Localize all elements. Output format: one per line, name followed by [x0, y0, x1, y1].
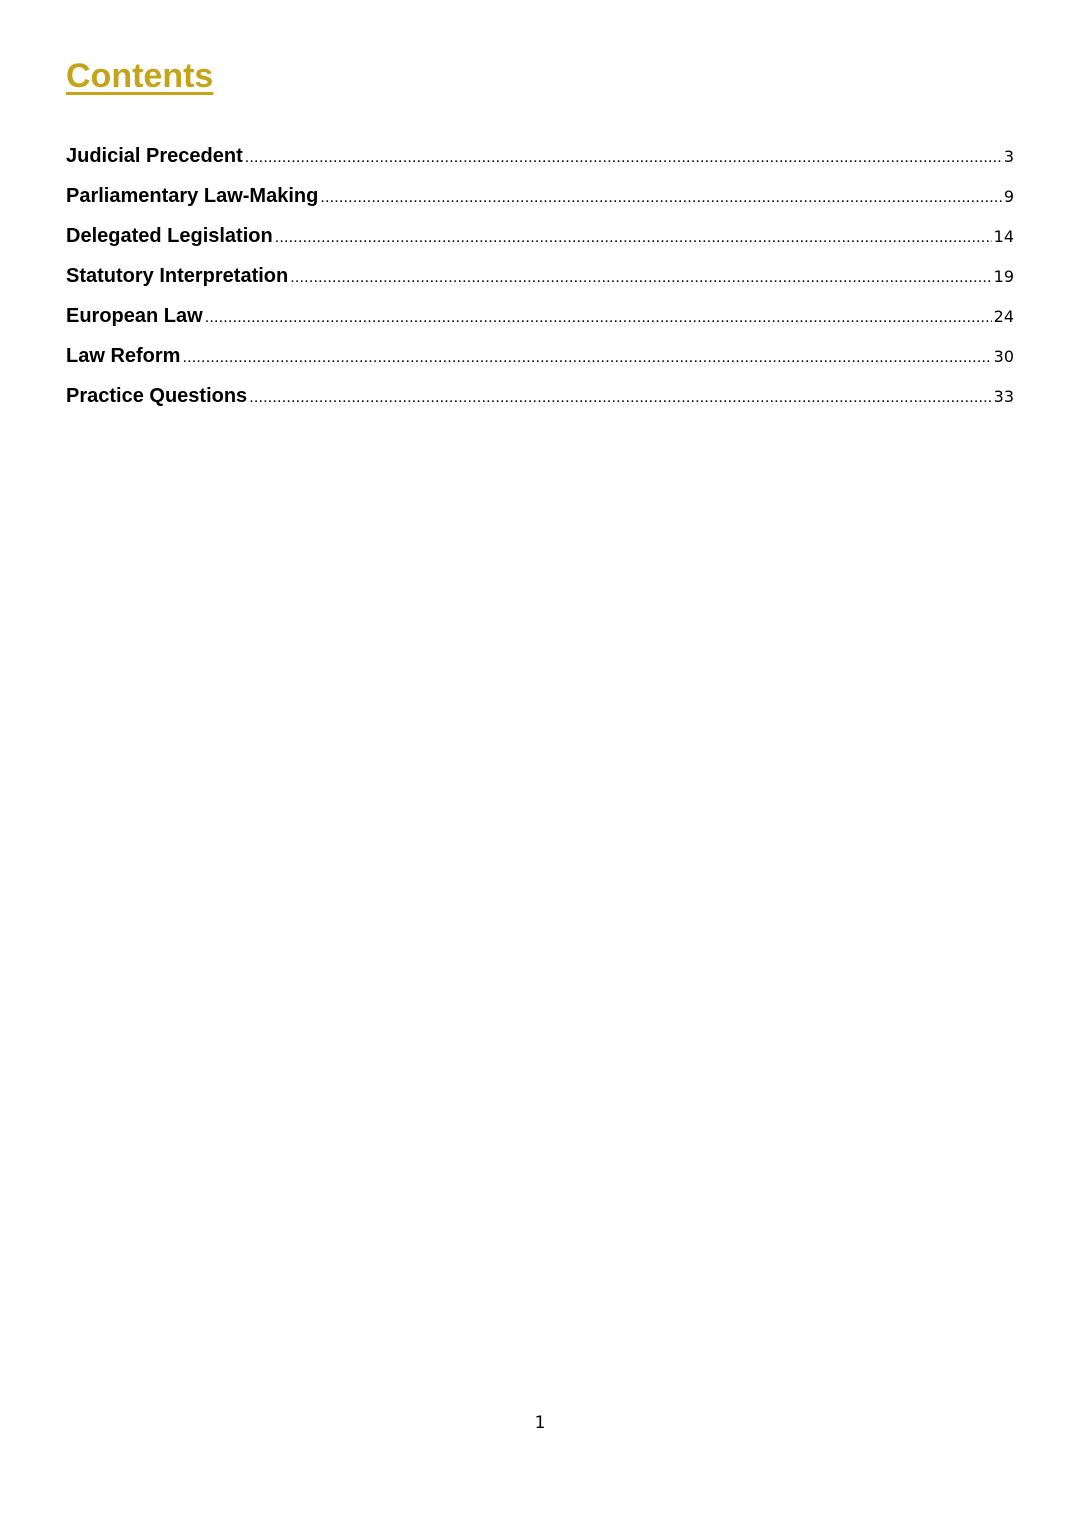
toc-entry-title[interactable]: Law Reform [66, 345, 181, 367]
dot-leader [275, 224, 992, 252]
dot-leader [205, 304, 992, 332]
toc-entry-law-reform[interactable] [66, 342, 1014, 382]
dot-leader [320, 184, 1002, 212]
toc-entry-delegated-legislation[interactable] [66, 222, 1014, 262]
toc-entry-practice-questions[interactable] [66, 382, 1014, 422]
table-of-contents [66, 142, 1014, 422]
toc-entry-page[interactable]: 19 [993, 267, 1014, 286]
dot-leader [245, 144, 1002, 172]
toc-entry-parliamentary-law-making[interactable] [66, 182, 1014, 222]
dot-leader [290, 264, 991, 292]
toc-entry-title[interactable]: Practice Questions [66, 385, 248, 407]
dot-leader [249, 384, 991, 412]
toc-entry-european-law[interactable] [66, 302, 1014, 342]
toc-entry-judicial-precedent[interactable] [66, 142, 1014, 182]
toc-entry-title[interactable]: Judicial Precedent [66, 145, 243, 167]
toc-entry-statutory-interpretation[interactable] [66, 262, 1014, 302]
toc-entry-title[interactable]: Parliamentary Law-Making [66, 185, 319, 207]
toc-entry-page[interactable]: 30 [993, 347, 1014, 366]
toc-entry-page[interactable]: 14 [993, 227, 1014, 246]
page-number: 1 [534, 1413, 546, 1433]
toc-entry-page[interactable]: 24 [993, 307, 1014, 326]
toc-entry-title[interactable]: Delegated Legislation [66, 225, 273, 247]
toc-entry-page[interactable]: 3 [1003, 147, 1014, 166]
toc-entry-title[interactable]: Statutory Interpretation [66, 265, 289, 287]
dot-leader [182, 344, 991, 372]
page-title: Contents [66, 57, 214, 95]
toc-entry-title[interactable]: European Law [66, 305, 203, 327]
toc-entry-page[interactable]: 9 [1003, 187, 1014, 206]
toc-entry-page[interactable]: 33 [993, 387, 1014, 406]
